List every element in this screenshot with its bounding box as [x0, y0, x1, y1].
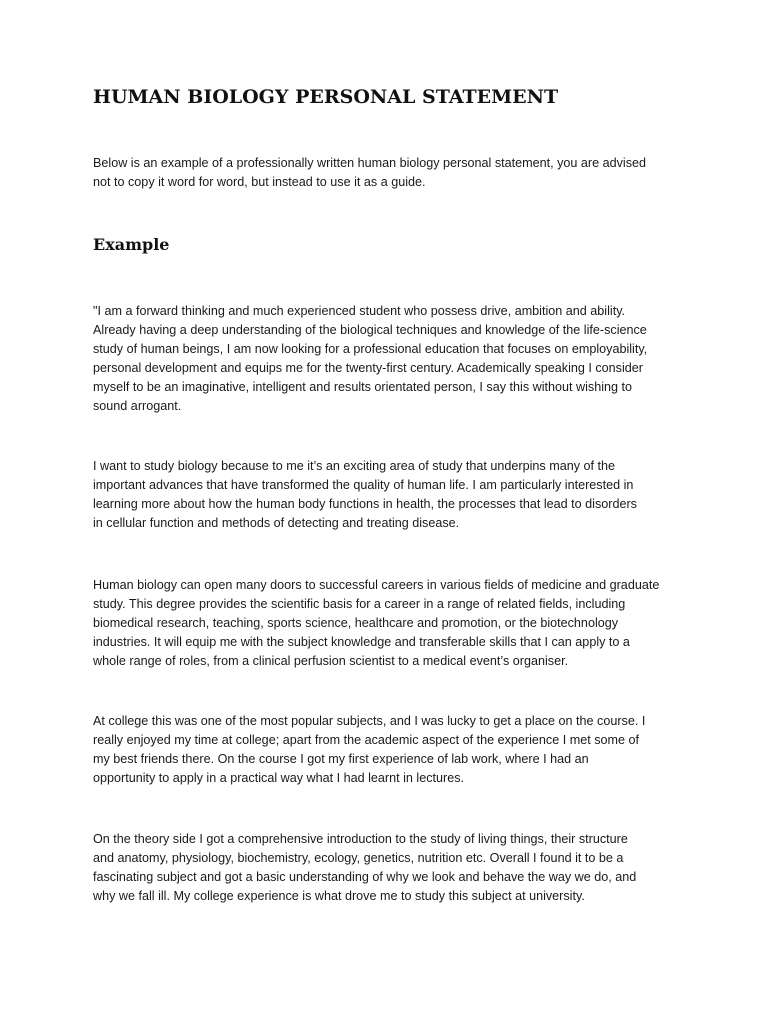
- paragraph-line: really enjoyed my time at college; apart from the academic aspect of the experience I met some of: [93, 733, 639, 747]
- paragraph-line: and anatomy, physiology, biochemistry, ecology, genetics, nutrition etc. Overall I found it to be a: [93, 851, 624, 865]
- body-paragraph-3: [93, 576, 693, 671]
- intro-paragraph: [93, 154, 693, 192]
- paragraph-line: On the theory side I got a comprehensive introduction to the study of living things, their structure: [93, 832, 628, 846]
- body-paragraph-5: [93, 830, 693, 906]
- section-heading: Example: [93, 235, 170, 254]
- intro-line: not to copy it word for word, but instead to use it as a guide.: [93, 175, 426, 189]
- paragraph-line: fascinating subject and got a basic understanding of why we look and behave the way we do, and: [93, 870, 637, 884]
- paragraph-line: myself to be an imaginative, intelligent and results orientated person, I say this without wishing to: [93, 380, 633, 394]
- paragraph-line: in cellular function and methods of detecting and treating disease.: [93, 516, 460, 530]
- paragraph-line: sound arrogant.: [93, 399, 182, 413]
- paragraph-line: "I am a forward thinking and much experienced student who possess drive, ambition and ability.: [93, 304, 626, 318]
- paragraph-line: why we fall ill. My college experience is what drove me to study this subject at university.: [93, 889, 585, 903]
- paragraph-line: biomedical research, teaching, sports science, healthcare and promotion, or the biotechnology: [93, 616, 619, 630]
- body-paragraph-1: [93, 302, 693, 416]
- paragraph-line: Human biology can open many doors to successful careers in various fields of medicine and graduate: [93, 578, 660, 592]
- paragraph-line: opportunity to apply in a practical way what I had learnt in lectures.: [93, 771, 465, 785]
- body-paragraph-2: [93, 457, 693, 533]
- paragraph-line: At college this was one of the most popular subjects, and I was lucky to get a place on the course. I: [93, 714, 646, 728]
- paragraph-line: industries. It will equip me with the subject knowledge and transferable skills that I can apply to a: [93, 635, 630, 649]
- paragraph-line: learning more about how the human body functions in health, the processes that lead to disorders: [93, 497, 637, 511]
- paragraph-line: Already having a deep understanding of the biological techniques and knowledge of the life-science: [93, 323, 647, 337]
- paragraph-line: my best friends there. On the course I got my first experience of lab work, where I had an: [93, 752, 589, 766]
- body-paragraph-4: [93, 712, 693, 788]
- paragraph-line: personal development and equips me for the twenty-first century. Academically speaking I consider: [93, 361, 643, 375]
- paragraph-line: study of human beings, I am now looking for a professional education that focuses on employability,: [93, 342, 648, 356]
- paragraph-line: important advances that have transformed the quality of human life. I am particularly interested in: [93, 478, 634, 492]
- paragraph-line: I want to study biology because to me it’s an exciting area of study that underpins many of the: [93, 459, 616, 473]
- document-title: HUMAN BIOLOGY PERSONAL STATEMENT: [93, 86, 559, 108]
- intro-line: Below is an example of a professionally written human biology personal statement, you are advised: [93, 156, 647, 170]
- paragraph-line: study. This degree provides the scientific basis for a career in a range of related fields, including: [93, 597, 626, 611]
- paragraph-line: whole range of roles, from a clinical perfusion scientist to a medical event’s organiser.: [93, 654, 569, 668]
